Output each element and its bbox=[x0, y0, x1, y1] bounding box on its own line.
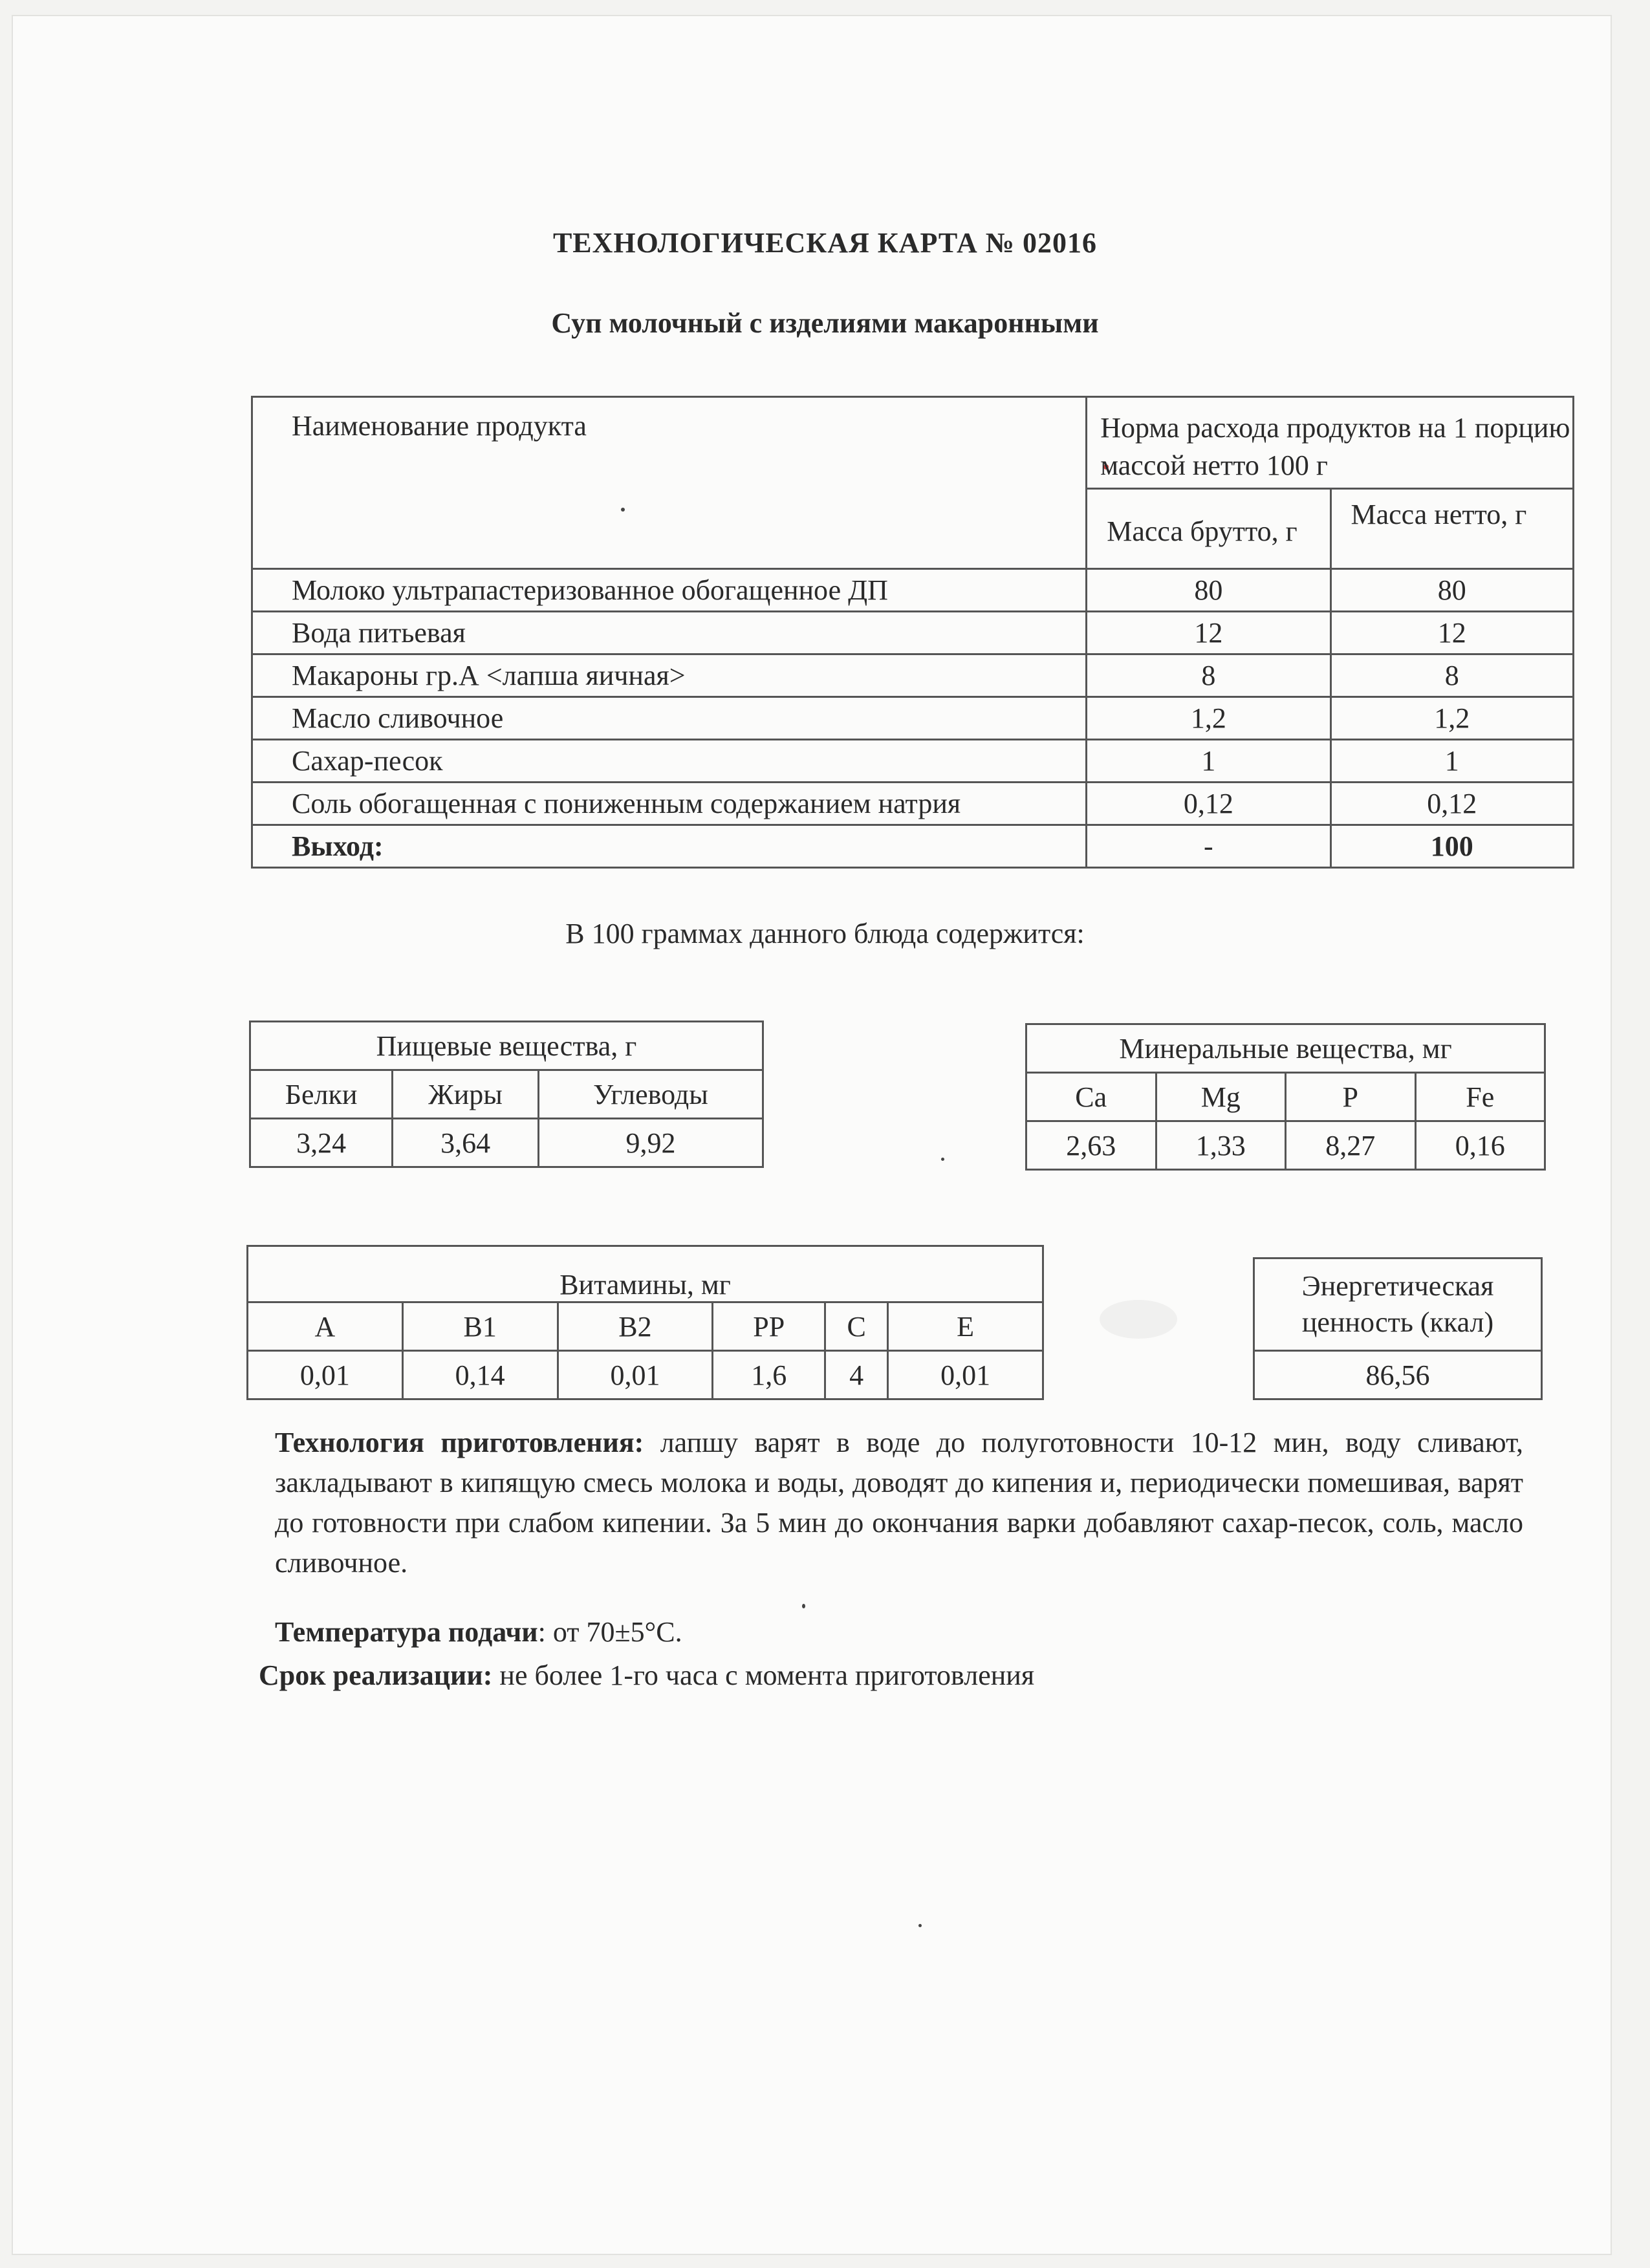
energy-value: 86,56 bbox=[1254, 1351, 1542, 1399]
technology-label: Технология приготовления: bbox=[275, 1427, 644, 1458]
ingredients-table bbox=[251, 396, 1574, 869]
doc-subtitle: Суп молочный с изделиями макаронными bbox=[551, 307, 1099, 339]
vitamin-value: 1,6 bbox=[713, 1351, 825, 1399]
col-name-header: Наименование продукта bbox=[252, 397, 1087, 569]
content-intro: В 100 граммах данного блюда содержится: bbox=[565, 918, 1085, 949]
row-netto: 0,12 bbox=[1330, 783, 1574, 825]
table-row bbox=[252, 740, 1574, 783]
speck bbox=[941, 1158, 944, 1161]
vitamin-col: B2 bbox=[558, 1302, 713, 1351]
vitamin-value: 0,01 bbox=[248, 1351, 403, 1399]
total-label: Выход: bbox=[252, 825, 1087, 868]
mineral-value: 2,63 bbox=[1026, 1121, 1156, 1170]
table-row bbox=[252, 612, 1574, 654]
vitamin-value: 0,01 bbox=[888, 1351, 1043, 1399]
temperature-text: : от 70±5°С. bbox=[537, 1616, 682, 1648]
row-netto: 12 bbox=[1330, 612, 1574, 654]
shelf-life-label: Срок реализации: bbox=[259, 1659, 493, 1691]
technology-text: лапшу варят в воде до полуготовности 10-12 мин, воду сливают, закладывают в кипящую смесь молока и воды, доводят до кипения и, периодически помешивая, варят до готовности при слабом кипении. За 5 мин до окончания варки добавляют сахар-песок, соль, масло сливочное. bbox=[275, 1427, 1523, 1579]
mineral-value: 1,33 bbox=[1156, 1121, 1286, 1170]
nutrient-value: 9,92 bbox=[538, 1119, 763, 1167]
vitamin-col: E bbox=[888, 1302, 1043, 1351]
row-netto: 1,2 bbox=[1330, 697, 1574, 740]
row-brutto: 12 bbox=[1087, 612, 1330, 654]
mineral-col: Mg bbox=[1156, 1073, 1286, 1121]
vitamin-col: PP bbox=[713, 1302, 825, 1351]
vitamin-col: C bbox=[825, 1302, 888, 1351]
temperature-label: Температура подачи bbox=[275, 1616, 538, 1648]
smudge bbox=[1100, 1300, 1177, 1339]
mineral-value: 8,27 bbox=[1286, 1121, 1416, 1170]
vitamins-table bbox=[246, 1245, 1044, 1400]
total-netto: 100 bbox=[1330, 825, 1574, 868]
row-netto: 8 bbox=[1330, 654, 1574, 697]
energy-header: Энергетическая ценность (ккал) bbox=[1254, 1258, 1542, 1351]
shelf-life-line bbox=[259, 1659, 1034, 1692]
energy-table bbox=[1253, 1257, 1543, 1400]
vitamin-col: A bbox=[248, 1302, 403, 1351]
speck bbox=[802, 1604, 805, 1608]
nutrient-value: 3,24 bbox=[250, 1119, 393, 1167]
row-name: Макароны гр.А <лапша яичная> bbox=[252, 654, 1087, 697]
row-brutto: 1 bbox=[1087, 740, 1330, 783]
mineral-value: 0,16 bbox=[1415, 1121, 1545, 1170]
temperature-line bbox=[275, 1615, 682, 1648]
shelf-life-text: не более 1-го часа с момента приготовления bbox=[492, 1659, 1035, 1691]
col-netto-header: Масса нетто, г bbox=[1330, 488, 1574, 568]
row-name: Масло сливочное bbox=[252, 697, 1087, 740]
row-name: Вода питьевая bbox=[252, 612, 1087, 654]
vitamin-value: 4 bbox=[825, 1351, 888, 1399]
mineral-col: Fe bbox=[1415, 1073, 1545, 1121]
speck bbox=[918, 1924, 922, 1927]
row-name: Соль обогащенная с пониженным содержанием натрия bbox=[252, 783, 1087, 825]
nutrients-header: Пищевые вещества, г bbox=[250, 1022, 763, 1070]
total-row bbox=[252, 825, 1574, 868]
table-row bbox=[252, 569, 1574, 612]
mineral-col: Ca bbox=[1026, 1073, 1156, 1121]
doc-title: ТЕХНОЛОГИЧЕСКАЯ КАРТА № 02016 bbox=[552, 227, 1098, 259]
technology-paragraph bbox=[275, 1423, 1523, 1583]
col-brutto-header: Масса брутто, г bbox=[1087, 488, 1330, 568]
row-brutto: 8 bbox=[1087, 654, 1330, 697]
table-row bbox=[252, 654, 1574, 697]
nutrient-value: 3,64 bbox=[393, 1119, 539, 1167]
row-brutto: 80 bbox=[1087, 569, 1330, 612]
vitamin-value: 0,01 bbox=[558, 1351, 713, 1399]
nutrient-col: Углеводы bbox=[538, 1070, 763, 1119]
mineral-col: P bbox=[1286, 1073, 1416, 1121]
table-row bbox=[252, 783, 1574, 825]
table-row bbox=[252, 697, 1574, 740]
vitamin-value: 0,14 bbox=[402, 1351, 558, 1399]
col-norm-header: Норма расхода продуктов на 1 порцию массой нетто 100 г bbox=[1087, 397, 1574, 489]
row-brutto: 0,12 bbox=[1087, 783, 1330, 825]
row-netto: 1 bbox=[1330, 740, 1574, 783]
nutrient-col: Жиры bbox=[393, 1070, 539, 1119]
nutrient-col: Белки bbox=[250, 1070, 393, 1119]
nutrients-table bbox=[249, 1021, 764, 1168]
row-brutto: 1,2 bbox=[1087, 697, 1330, 740]
minerals-table bbox=[1025, 1023, 1546, 1171]
vitamins-header: Витамины, мг bbox=[248, 1246, 1043, 1302]
row-name: Сахар-песок bbox=[252, 740, 1087, 783]
row-netto: 80 bbox=[1330, 569, 1574, 612]
minerals-header: Минеральные вещества, мг bbox=[1026, 1024, 1545, 1073]
row-name: Молоко ультрапастеризованное обогащенное ДП bbox=[252, 569, 1087, 612]
total-brutto: - bbox=[1087, 825, 1330, 868]
vitamin-col: B1 bbox=[402, 1302, 558, 1351]
